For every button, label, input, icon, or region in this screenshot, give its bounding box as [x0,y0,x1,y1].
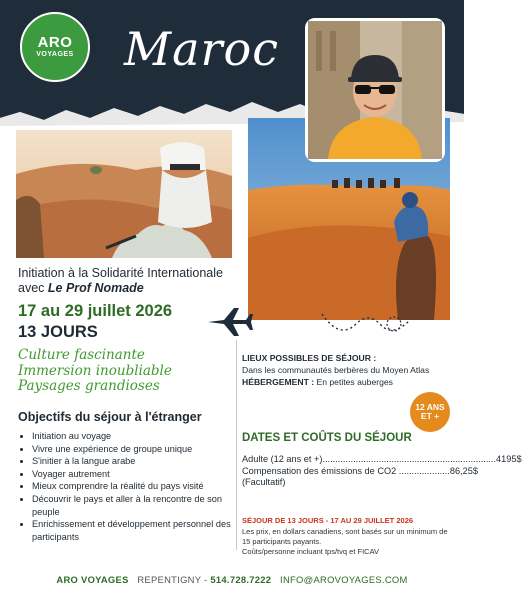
highlight-item: Culture fascinante [18,347,145,363]
cost-row-adult [242,454,522,466]
lodging-row [242,376,452,388]
notice-line-1: Les prix, en dollars canadiens, sont basés sur un minimum de 15 participants payants. [242,527,448,546]
intro-line-1: Initiation à la Solidarité Internationale [18,266,223,280]
dot-leader: .................... [396,465,450,476]
lodging-label: HÉBERGEMENT : [242,377,315,387]
highlight-item: Immersion inoubliable [18,362,172,379]
footer-city: REPENTIGNY [137,574,202,585]
airplane-icon [206,306,254,338]
desert-camel-photo [16,130,232,258]
trip-dates: 17 au 29 juillet 2026 [18,302,173,320]
footer-contact: ARO VOYAGES REPENTIGNY - 514.728.7222 INFO@AROVOYAGES.COM [56,574,408,585]
cost-row-co2 [242,465,478,478]
objectives-heading: Objectifs du séjour à l'étranger [18,410,202,424]
list-item: • Initiation au voyage [32,430,247,443]
intro-with-label: avec [18,281,48,295]
intro-text [18,266,248,296]
guide-portrait-photo [305,18,445,162]
list-item: • Enrichissement et développement personnel des participants [32,518,247,543]
trip-duration: 13 JOURS [18,323,98,341]
cost-label: Adulte (12 ans et +) [242,454,323,464]
column-divider [236,340,237,550]
notice-line-2: Coûts/personne incluant tps/tvq et FICAV [242,547,380,556]
lodging-value: En petites auberges [314,377,393,387]
list-item: • Vivre une expérience de groupe unique [32,443,247,456]
objectives-list [18,430,247,543]
highlight-item: Paysages grandioses [18,378,160,394]
footer-email[interactable]: INFO@AROVOYAGES.COM [280,574,408,585]
flight-path-dots [320,310,420,340]
intro-line-2 [18,281,248,296]
footer-brand: ARO VOYAGES [56,574,129,585]
notice-heading: SÉJOUR DE 13 JOURS - 17 AU 29 JUILLET 2026 [242,516,414,525]
aro-voyages-logo[interactable] [20,12,90,82]
list-item: • Mieux comprendre la réalité du pays visité [32,480,247,493]
age-badge [410,392,450,432]
logo-main-text: ARO [37,33,73,51]
logo-sub-text: VOYAGES [36,50,74,58]
list-item: • S'initier à la langue arabe [32,455,247,468]
dot-leader: .................................................................... [322,454,497,464]
cost-label: Compensation des émissions de CO2 [242,465,397,476]
age-badge-line1: 12 ANS [415,401,445,412]
places-label: LIEUX POSSIBLES DE SÉJOUR : [242,353,377,363]
costs-heading: DATES ET COÛTS DU SÉJOUR [242,432,412,444]
page-title: Maroc [124,22,279,76]
costs-table [242,454,522,489]
age-badge-line2: ET + [420,411,440,421]
prof-nomade-name: Le Prof Nomade [47,281,144,295]
cost-amount: 86,25$ [449,465,478,476]
list-item: • Découvrir le pays et aller à la rencontre de son peuple [32,493,247,518]
list-item: • Voyager autrement [32,468,247,481]
cost-amount: 4195$ [496,454,522,464]
places-value: Dans les communautés berbères du Moyen Atlas [242,365,430,375]
notice-text [242,527,456,557]
places-info [242,352,452,388]
footer-phone[interactable]: 514.728.7222 [210,574,272,585]
highlights-list [18,348,172,395]
cost-note: (Facultatif) [242,477,286,487]
